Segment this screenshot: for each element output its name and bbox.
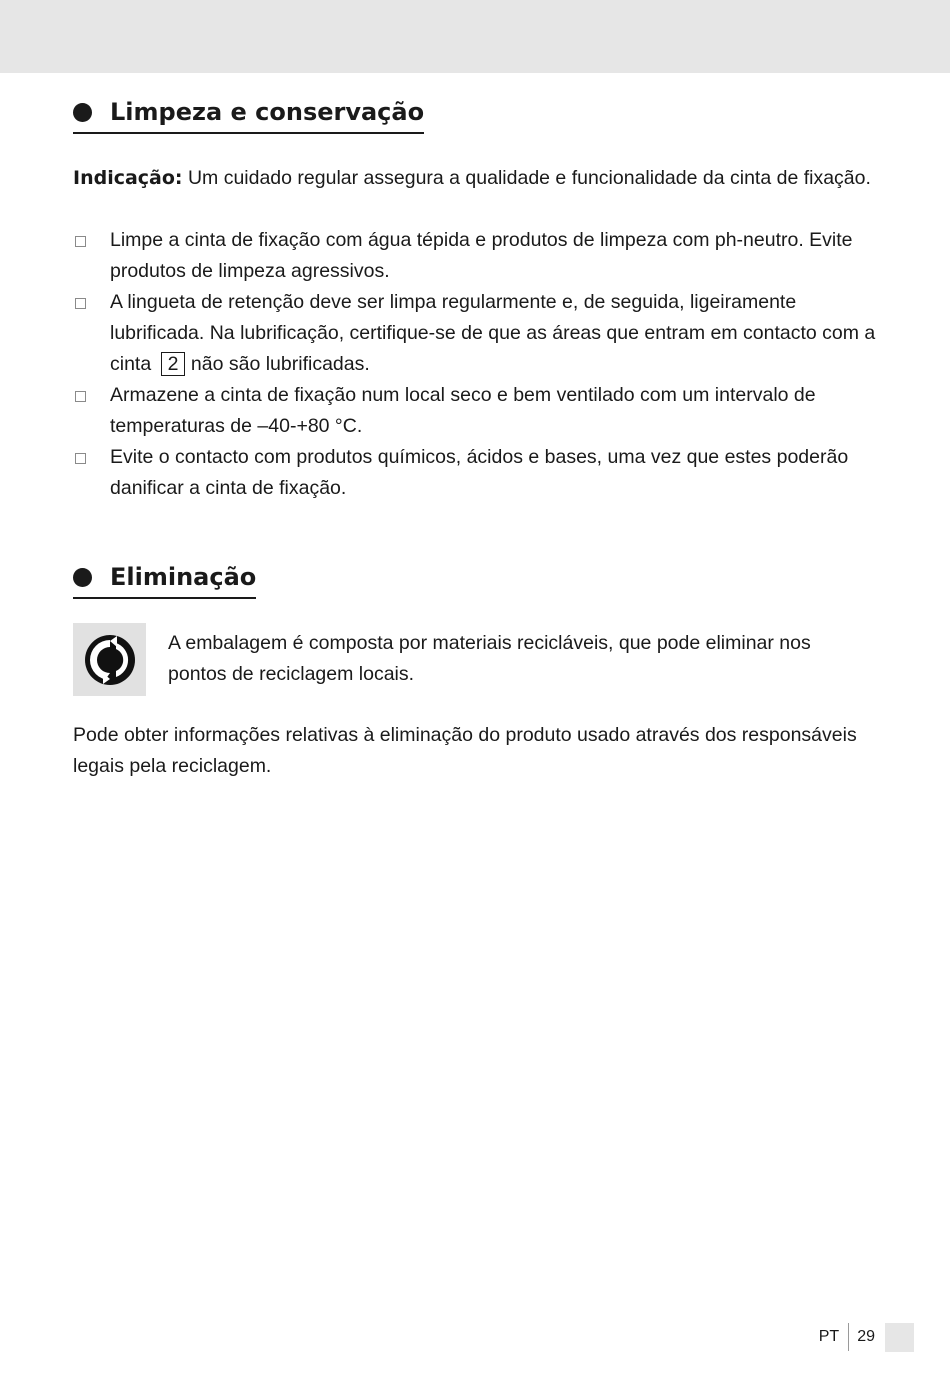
figure-reference-box: 2 xyxy=(161,352,186,376)
list-item-text-continued: não são lubrificadas. xyxy=(190,353,370,375)
list-item-text: Limpe a cinta de fixação com água tépida e produtos de limpeza com ph-neutro. Evite produtos de limpeza agressivos. xyxy=(110,229,853,282)
list-item xyxy=(73,442,883,504)
checkbox-bullet-icon xyxy=(75,236,86,247)
list-item-text: Armazene a cinta de fixação num local seco e bem ventilado com um intervalo de temperaturas de –40-+80 °C. xyxy=(110,384,816,437)
heading-care-title: Limpeza e conservação xyxy=(110,98,425,126)
note-text: Um cuidado regular assegura a qualidade e funcionalidade da cinta de fixação. xyxy=(182,167,871,189)
list-item xyxy=(73,287,883,380)
heading-bullet-icon xyxy=(73,568,92,587)
recycling-icon-box xyxy=(73,623,146,696)
care-instructions-list xyxy=(73,225,883,504)
list-item-text: A lingueta de retenção deve ser limpa regularmente e, de seguida, ligeiramente lubrificada. Na lubrificação, certifique-se de que as áreas que entram em contacto com a cinta xyxy=(110,291,876,375)
heading-disposal-title: Eliminação xyxy=(110,563,257,591)
list-item xyxy=(73,380,883,442)
checkbox-bullet-icon xyxy=(75,453,86,464)
header-band xyxy=(0,0,950,73)
disposal-paragraph: Pode obter informações relativas à eliminação do produto usado através dos responsáveis legais pela reciclagem. xyxy=(73,724,857,777)
page-footer xyxy=(819,1322,914,1352)
note-label: Indicação: xyxy=(73,167,183,189)
list-item xyxy=(73,225,883,287)
recycling-description: A embalagem é composta por materiais recicláveis, que pode eliminar nos pontos de reciclagem locais. xyxy=(168,632,811,685)
footer-tab-marker xyxy=(885,1323,914,1352)
heading-bullet-icon xyxy=(73,103,92,122)
section-heading-care xyxy=(73,97,424,134)
footer-language: PT xyxy=(818,1328,840,1345)
section-heading-disposal xyxy=(73,562,256,599)
list-item-text: Evite o contacto com produtos químicos, ácidos e bases, uma vez que estes poderão danificar a cinta de fixação. xyxy=(110,446,849,499)
footer-page-number: 29 xyxy=(857,1328,875,1345)
care-note xyxy=(73,163,883,194)
checkbox-bullet-icon xyxy=(75,298,86,309)
checkbox-bullet-icon xyxy=(75,391,86,402)
green-dot-recycling-icon xyxy=(83,633,137,687)
